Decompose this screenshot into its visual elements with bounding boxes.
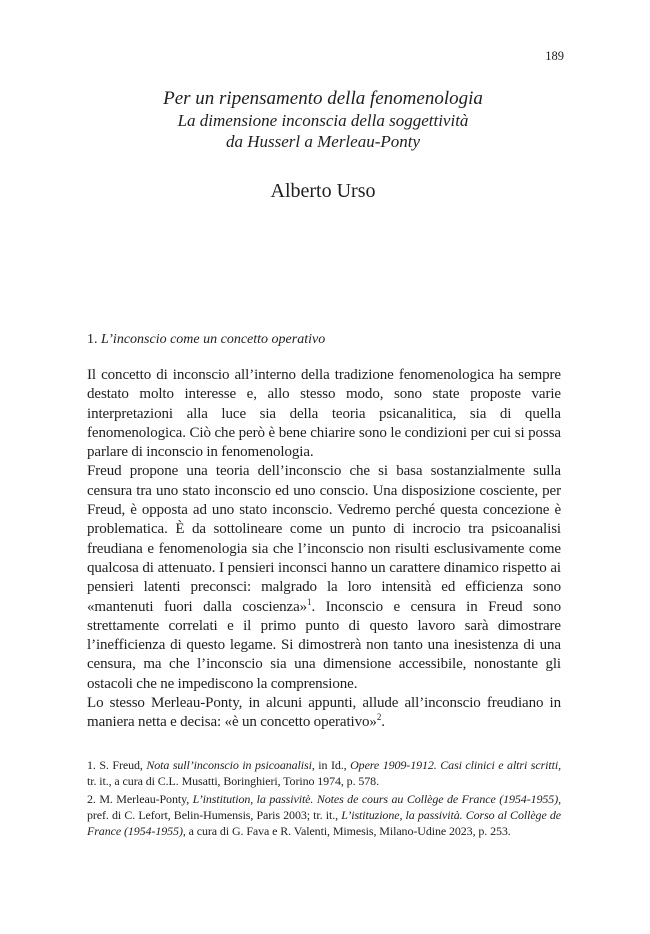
footnotes <box>87 757 561 841</box>
paragraph-2 <box>87 462 561 694</box>
section-number: 1. <box>87 332 98 347</box>
subtitle-line-1: La dimensione inconscia della soggettività <box>177 111 469 130</box>
paragraph-3-text-a: Lo stesso Merleau-Ponty, in alcuni appunti, allude all’inconscio freudiano in maniera netta e decisa: «è un concetto operativo» <box>87 695 561 731</box>
paragraph-3 <box>87 694 561 733</box>
article-title <box>85 88 561 152</box>
paragraph-1: Il concetto di inconscio all’interno della tradizione fenomenologica ha sempre destato molto interesse e, allo stesso modo, sono state proposte varie interpretazioni alla luce sia della teoria psicanalitica, sia di quella fenomenologica. Ciò che però è bene chiarire sono le condizioni per cui si possa parlare di inconscio in fenomenologia. <box>87 367 561 461</box>
author-name: Alberto Urso <box>270 180 376 202</box>
page-number: 189 <box>545 49 564 63</box>
footnote-ref-1: 1 <box>307 596 312 607</box>
footnote-1-title: Nota sull’inconscio in psicoanalisi <box>146 758 312 772</box>
footnote-2-details: , a cura di G. Fava e R. Valenti, Mimesis, Milano-Udine 2023, p. 253. <box>182 824 511 838</box>
section-title: L’inconscio come un concetto operativo <box>101 332 326 347</box>
subtitle-line-2: da Husserl a Merleau-Ponty <box>225 132 421 151</box>
footnote-1-author: 1. S. Freud, <box>87 758 147 772</box>
footnote-1 <box>87 757 561 789</box>
paragraph-2-text-a: Freud propone una teoria dell’inconscio che si basa sostanzialmente sulla censura tra uno stato inconscio ed uno conscio. Una disposizione cosciente, per Freud, è opposta ad uno stato inconscio. Vedremo perché questa concezione è problematica. È da sottolineare come un punto di incrocio tra psicoanalisi freudiana e fenomenologia sia che l’inconscio non risulti esclusivamente come qualcosa di attenuato. I pensieri inconsci hanno un carattere dinamico rispetto ai pensieri latenti preconsci: malgrado la loro intensità ed efficienza sono «mantenuti fuori dalla coscienza» <box>87 463 561 615</box>
footnote-1-details: , tr. it., a cura di C.L. Musatti, Boringhieri, Torino 1974, p. 578. <box>87 758 561 788</box>
footnote-2-author: 2. M. Merleau-Ponty, <box>87 792 193 806</box>
footnote-ref-2: 2 <box>376 712 382 723</box>
paragraph-2-text-b: . Inconscio e censura in Freud sono strettamente correlati e il primo punto di questo lavoro sarà dimostrare l’inefficienza di questo legame. Si dimostrerà non tanto una inesistenza di una censura, ma che l’inconscio sia una dimensione accessibile, nonostante gli ostacoli che ne impediscono la comprensione. <box>87 598 561 692</box>
footnote-1-sep: , in Id., <box>311 758 351 772</box>
footnote-1-work: Opere 1909-1912. Casi clinici e altri scritti <box>350 758 559 772</box>
title-line-1: Per un ripensamento della fenomenologia <box>163 88 483 109</box>
section-heading <box>87 331 561 349</box>
footnote-2-sep: , pref. di C. Lefort, Belin-Humensis, Paris 2003; tr. it., <box>87 792 561 822</box>
paragraph-3-text-b: . <box>381 714 385 731</box>
footnote-2-title: L’institution, la passivitè. Notes de cours au Collège de France (1954-1955) <box>192 792 559 806</box>
footnote-2-translation: L’istituzione, la passività. Corso al Collège de France (1954-1955) <box>87 808 561 838</box>
footnote-2 <box>87 791 561 839</box>
body-text <box>87 366 561 733</box>
